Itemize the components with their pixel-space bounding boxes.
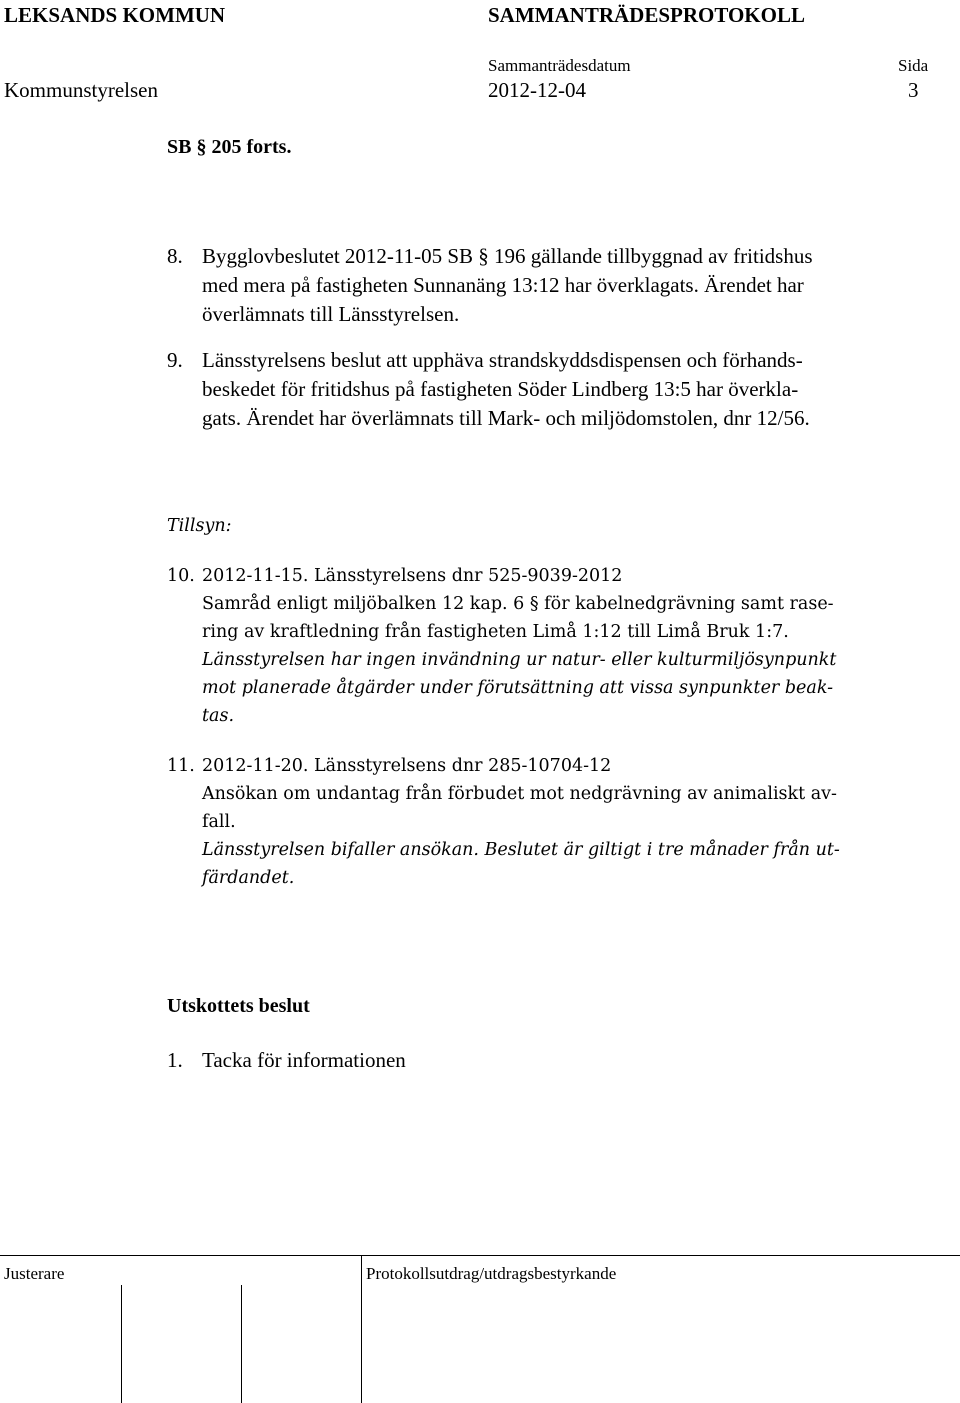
item-line: Länsstyrelsens beslut att upphäva strandskyddsdispensen och förhands-	[202, 348, 803, 372]
org-name: LEKSANDS KOMMUN	[4, 3, 226, 27]
item-line: Tacka för informationen	[202, 1048, 406, 1072]
footer-column-divider	[361, 1255, 362, 1403]
item-italic-line: Länsstyrelsen har ingen invändning ur natur- eller kulturmiljösynpunkt	[202, 650, 837, 670]
item-number: 8.	[167, 244, 183, 268]
item-line: gats. Ärendet har överlämnats till Mark- och miljödomstolen, dnr 12/56.	[202, 406, 810, 430]
date-label: Sammanträdesdatum	[488, 56, 631, 75]
item-line: ring av kraftledning från fastigheten Limå 1:12 till Limå Bruk 1:7.	[202, 622, 789, 642]
item-line: med mera på fastigheten Sunnanäng 13:12 har överklagats. Ärendet har	[202, 273, 804, 297]
footer-right-label: Protokollsutdrag/utdragsbestyrkande	[366, 1264, 617, 1283]
tillsyn-heading: Tillsyn:	[167, 516, 232, 536]
section-title: SB § 205 forts.	[167, 136, 292, 158]
item-line: 2012-11-15. Länsstyrelsens dnr 525-9039-2012	[202, 566, 623, 586]
item-line: Bygglovbeslutet 2012-11-05 SB § 196 gällande tillbyggnad av fritidshus	[202, 244, 813, 268]
signature-line	[241, 1285, 242, 1403]
item-line: fall.	[202, 812, 236, 832]
meeting-date: 2012-12-04	[488, 78, 586, 102]
page-label: Sida	[898, 56, 929, 75]
item-line: Ansökan om undantag från förbudet mot nedgrävning av animaliskt av-	[202, 784, 837, 804]
signature-line	[121, 1285, 122, 1403]
item-line: beskedet för fritidshus på fastigheten Söder Lindberg 13:5 har överkla-	[202, 377, 799, 401]
footer-divider	[0, 1255, 960, 1256]
item-line: 2012-11-20. Länsstyrelsens dnr 285-10704-12	[202, 756, 612, 776]
item-line: överlämnats till Länsstyrelsen.	[202, 302, 460, 326]
item-number: 9.	[167, 348, 183, 372]
item-number: 1.	[167, 1048, 183, 1072]
item-italic-line: färdandet.	[202, 868, 295, 888]
item-italic-line: mot planerade åtgärder under förutsättning att vissa synpunkter beak-	[202, 678, 834, 698]
page-number: 3	[908, 78, 919, 102]
item-number: 11.	[167, 756, 195, 776]
footer-left-label: Justerare	[4, 1264, 65, 1283]
item-line: Samråd enligt miljöbalken 12 kap. 6 § för kabelnedgrävning samt rase-	[202, 594, 834, 614]
document-type: SAMMANTRÄDESPROTOKOLL	[488, 3, 805, 27]
item-number: 10.	[167, 566, 195, 586]
item-italic-line: Länsstyrelsen bifaller ansökan. Beslutet är giltigt i tre månader från ut-	[202, 840, 840, 860]
decision-heading: Utskottets beslut	[167, 995, 310, 1017]
item-italic-line: tas.	[202, 706, 235, 726]
committee-name: Kommunstyrelsen	[4, 78, 158, 102]
